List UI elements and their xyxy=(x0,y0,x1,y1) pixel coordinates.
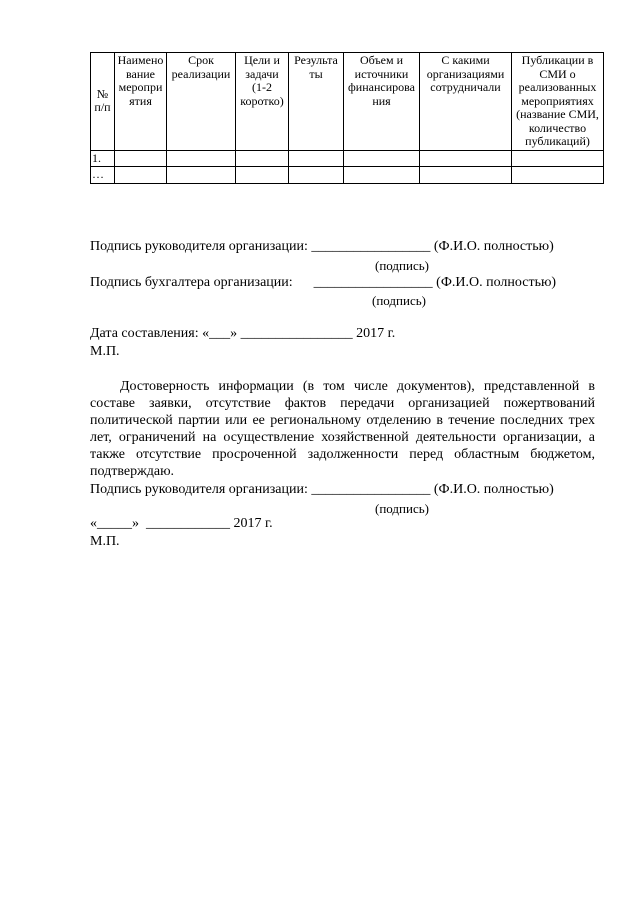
certification-text: Достоверность информации (в том числе документов), представленной в составе заявки, отсутствие фактов передачи организацией пожертвований политической партии или ее региональному отделению в течение последних трех лет, ограничений на осуществление хозяйственной деятельности организации, а также отсутствие просроченной задолженности перед областным бюджетом, подтверждаю. xyxy=(90,379,595,479)
table-cell xyxy=(344,167,420,184)
table-cell xyxy=(115,167,167,184)
head-signature-caption: (подпись) xyxy=(375,258,429,273)
table-row xyxy=(91,150,604,167)
col-header-event-name: Наимено вание меропри ятия xyxy=(115,53,167,151)
col-header-partners: С какими организациями сотрудничали xyxy=(420,53,512,151)
certification-head-signature-caption: (подпись) xyxy=(375,501,429,516)
col-header-goals: Цели и задачи (1-2 коротко) xyxy=(236,53,289,151)
table-cell xyxy=(420,167,512,184)
table-cell xyxy=(344,150,420,167)
certification-date-line: «_____» ____________ 2017 г. xyxy=(90,516,273,531)
table-cell xyxy=(420,150,512,167)
table-cell xyxy=(289,167,344,184)
stamp-placeholder: М.П. xyxy=(90,344,120,359)
certification-head-signature-line: Подпись руководителя организации: _________________ (Ф.И.О. полностью) xyxy=(90,482,554,497)
certification-paragraph xyxy=(90,378,595,480)
table-cell xyxy=(512,167,604,184)
col-header-deadline: Срок реализации xyxy=(167,53,236,151)
table-cell xyxy=(289,150,344,167)
table-row xyxy=(91,167,604,184)
compilation-date-line: Дата составления: «___» ________________ 2017 г. xyxy=(90,326,396,341)
table-cell xyxy=(167,150,236,167)
table-cell xyxy=(115,150,167,167)
certification-stamp-placeholder: М.П. xyxy=(90,534,120,549)
head-signature-line: Подпись руководителя организации: _________________ (Ф.И.О. полностью) xyxy=(90,239,554,254)
col-header-funding: Объем и источники финансирова ния xyxy=(344,53,420,151)
table-cell: … xyxy=(91,167,115,184)
table-header-row xyxy=(91,53,604,151)
table-cell xyxy=(512,150,604,167)
table-cell xyxy=(167,167,236,184)
table-cell xyxy=(236,150,289,167)
accountant-signature-line: Подпись бухгалтера организации: _________________ (Ф.И.О. полностью) xyxy=(90,275,557,290)
events-table xyxy=(90,52,604,184)
col-header-publications: Публикации в СМИ о реализованных мероприятиях (название СМИ, количество публикаций) xyxy=(512,53,604,151)
col-header-results: Результа ты xyxy=(289,53,344,151)
table-cell xyxy=(236,167,289,184)
col-header-number: № п/п xyxy=(91,53,115,151)
accountant-signature-caption: (подпись) xyxy=(372,293,426,308)
table-cell: 1. xyxy=(91,150,115,167)
